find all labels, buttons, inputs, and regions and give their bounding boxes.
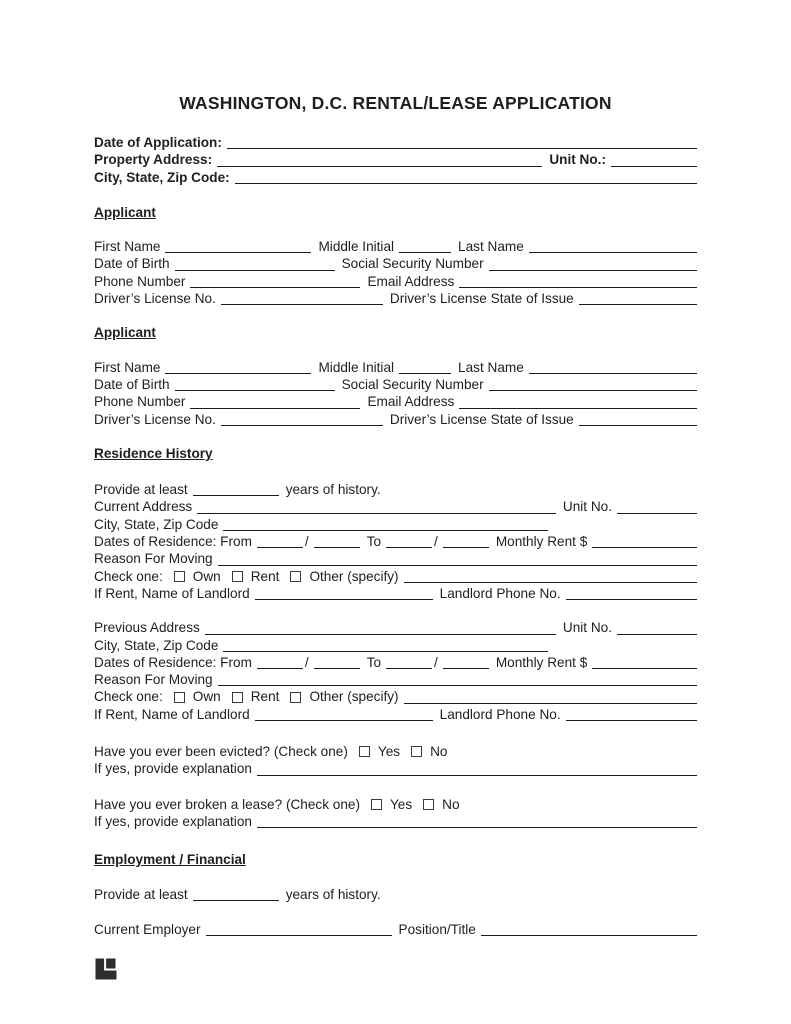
- city-state-zip-label: City, State, Zip Code: [94, 637, 219, 653]
- applicant-2-phone-field[interactable]: [190, 397, 360, 409]
- landlord-phone-label: Landlord Phone No.: [439, 706, 561, 722]
- current-address-field[interactable]: [197, 502, 556, 514]
- broken-lease-question-label: Have you ever broken a lease? (Check one): [94, 796, 360, 812]
- property-address-field[interactable]: [217, 155, 542, 167]
- previous-address-row: [94, 619, 697, 636]
- if-yes-explanation-label: If yes, provide explanation: [94, 761, 252, 777]
- current-address-row: [94, 498, 697, 515]
- previous-from-year-field[interactable]: [314, 657, 360, 669]
- broken-lease-explanation-row: [94, 813, 697, 830]
- evicted-explanation-row: [94, 760, 697, 777]
- previous-landlord-phone-field[interactable]: [566, 709, 697, 721]
- reason-for-moving-label: Reason For Moving: [94, 551, 213, 567]
- property-address-label: Property Address:: [94, 152, 213, 168]
- property-address-row: [94, 151, 697, 168]
- previous-check-one-row: [94, 688, 697, 705]
- current-check-one-row: [94, 568, 697, 585]
- previous-from-month-field[interactable]: [257, 657, 303, 669]
- previous-reason-row: [94, 671, 697, 688]
- evicted-yes-checkbox[interactable]: [359, 746, 370, 757]
- yes-label: Yes: [389, 796, 413, 812]
- first-name-label: First Name: [94, 359, 161, 375]
- position-title-label: Position/Title: [398, 921, 476, 937]
- residence-years-row: [94, 481, 697, 498]
- no-label: No: [442, 796, 460, 812]
- years-of-history-label: years of history.: [285, 886, 381, 902]
- applicant-2-last-name-field[interactable]: [529, 362, 697, 374]
- applicant-1-heading: Applicant: [94, 204, 156, 220]
- current-city-row: [94, 516, 697, 533]
- email-address-label: Email Address: [367, 273, 455, 289]
- years-of-history-label: years of history.: [285, 482, 381, 498]
- evicted-question-row: [94, 743, 697, 760]
- applicant-1-ssn-field[interactable]: [489, 259, 697, 271]
- previous-monthly-rent-field[interactable]: [592, 657, 697, 669]
- last-name-label: Last Name: [458, 359, 524, 375]
- broken-lease-question-row: [94, 796, 697, 813]
- dates-of-residence-label: Dates of Residence: From: [94, 654, 252, 670]
- applicant-2-middle-initial-field[interactable]: [399, 362, 451, 374]
- legal-templates-logo: [94, 957, 118, 981]
- if-rent-landlord-label: If Rent, Name of Landlord: [94, 706, 250, 722]
- applicant-2-email-field[interactable]: [459, 397, 697, 409]
- previous-to-year-field[interactable]: [443, 657, 489, 669]
- residence-history-heading: Residence History: [94, 445, 213, 461]
- applicant-1-email-field[interactable]: [459, 276, 697, 288]
- landlord-phone-label: Landlord Phone No.: [439, 585, 561, 601]
- reason-for-moving-label: Reason For Moving: [94, 672, 213, 688]
- drivers-license-state-label: Driver’s License State of Issue: [389, 411, 574, 427]
- no-label: No: [430, 744, 448, 760]
- evicted-no-checkbox[interactable]: [411, 746, 422, 757]
- previous-address-label: Previous Address: [94, 620, 200, 636]
- current-landlord-row: [94, 585, 697, 602]
- current-monthly-rent-field[interactable]: [592, 536, 697, 548]
- current-from-month-field[interactable]: [257, 536, 303, 548]
- current-dates-row: [94, 533, 697, 550]
- current-landlord-name-field[interactable]: [255, 588, 433, 600]
- applicant-1-last-name-field[interactable]: [529, 241, 697, 253]
- other-specify-label: Other (specify): [309, 689, 399, 705]
- city-state-zip-label: City, State, Zip Code:: [94, 169, 230, 185]
- applicant-2-dob-field[interactable]: [175, 379, 335, 391]
- applicant-1-dl-no-field[interactable]: [221, 293, 383, 305]
- broken-lease-yes-checkbox[interactable]: [371, 799, 382, 810]
- current-other-specify-field[interactable]: [404, 571, 697, 583]
- applicant-2-name-row: [94, 359, 697, 376]
- rent-label: Rent: [250, 689, 280, 705]
- applicant-1-license-row: [94, 290, 697, 307]
- provide-at-least-label: Provide at least: [94, 482, 188, 498]
- date-of-birth-label: Date of Birth: [94, 256, 170, 272]
- previous-landlord-name-field[interactable]: [255, 709, 433, 721]
- current-to-month-field[interactable]: [386, 536, 432, 548]
- first-name-label: First Name: [94, 239, 161, 255]
- date-of-application-field[interactable]: [227, 137, 697, 149]
- current-own-checkbox[interactable]: [174, 571, 185, 582]
- slash-separator: /: [304, 534, 309, 550]
- residence-years-field[interactable]: [193, 484, 279, 496]
- logo-icon: [94, 957, 118, 981]
- slash-separator: /: [304, 654, 309, 670]
- current-employer-row: [94, 921, 697, 938]
- current-landlord-phone-field[interactable]: [566, 588, 697, 600]
- own-label: Own: [192, 689, 221, 705]
- applicant-1-name-row: [94, 238, 697, 255]
- current-from-year-field[interactable]: [314, 536, 360, 548]
- previous-to-month-field[interactable]: [386, 657, 432, 669]
- applicant-1-middle-initial-field[interactable]: [399, 241, 451, 253]
- previous-city-row: [94, 637, 697, 654]
- date-of-application-label: Date of Application:: [94, 135, 222, 150]
- applicant-2-dl-no-field[interactable]: [221, 414, 383, 426]
- unit-no-field[interactable]: [611, 155, 697, 167]
- previous-landlord-row: [94, 706, 697, 723]
- phone-number-label: Phone Number: [94, 273, 186, 289]
- page-title: WASHINGTON, D.C. RENTAL/LEASE APPLICATION: [179, 93, 612, 113]
- monthly-rent-label: Monthly Rent $: [495, 534, 588, 550]
- previous-city-field[interactable]: [223, 640, 548, 652]
- city-state-zip-row: [94, 169, 697, 186]
- applicant-2-dob-row: [94, 376, 697, 393]
- provide-at-least-label: Provide at least: [94, 886, 188, 902]
- broken-lease-no-checkbox[interactable]: [423, 799, 434, 810]
- rent-label: Rent: [250, 568, 280, 584]
- to-label: To: [366, 534, 382, 550]
- yes-label: Yes: [377, 744, 401, 760]
- previous-reason-field[interactable]: [218, 674, 697, 686]
- ssn-label: Social Security Number: [341, 256, 484, 272]
- applicant-2-dl-state-field[interactable]: [579, 414, 697, 426]
- city-state-zip-label: City, State, Zip Code: [94, 516, 219, 532]
- date-of-application-row: [94, 134, 697, 151]
- other-specify-label: Other (specify): [309, 568, 399, 584]
- slash-separator: /: [434, 654, 438, 670]
- applicant-1-dl-state-field[interactable]: [579, 293, 697, 305]
- check-one-label: Check one:: [94, 689, 163, 705]
- date-of-birth-label: Date of Birth: [94, 376, 170, 392]
- applicant-2-first-name-field[interactable]: [165, 362, 311, 374]
- current-to-year-field[interactable]: [443, 536, 489, 548]
- applicant-1-dob-field[interactable]: [175, 259, 335, 271]
- position-title-field[interactable]: [481, 924, 697, 936]
- applicant-2-license-row: [94, 411, 697, 428]
- dates-of-residence-label: Dates of Residence: From: [94, 534, 252, 550]
- own-label: Own: [192, 568, 221, 584]
- monthly-rent-label: Monthly Rent $: [495, 654, 588, 670]
- unit-no-label: Unit No.:: [549, 152, 606, 168]
- slash-separator: /: [434, 534, 438, 550]
- previous-other-checkbox[interactable]: [290, 692, 301, 703]
- middle-initial-label: Middle Initial: [318, 239, 395, 255]
- drivers-license-state-label: Driver’s License State of Issue: [389, 291, 574, 307]
- applicant-1-phone-row: [94, 273, 697, 290]
- drivers-license-no-label: Driver’s License No.: [94, 411, 216, 427]
- employment-years-field[interactable]: [193, 889, 279, 901]
- applicant-1-first-name-field[interactable]: [165, 241, 311, 253]
- drivers-license-no-label: Driver’s License No.: [94, 291, 216, 307]
- current-employer-label: Current Employer: [94, 921, 201, 937]
- applicant-1-dob-row: [94, 255, 697, 272]
- current-city-field[interactable]: [223, 519, 548, 531]
- check-one-label: Check one:: [94, 568, 163, 584]
- applicant-2-heading: Applicant: [94, 325, 156, 341]
- employment-financial-heading: Employment / Financial: [94, 852, 246, 868]
- current-employer-field[interactable]: [206, 924, 392, 936]
- broken-lease-explanation-field[interactable]: [257, 816, 697, 828]
- previous-rent-checkbox[interactable]: [232, 692, 243, 703]
- middle-initial-label: Middle Initial: [318, 359, 395, 375]
- previous-dates-row: [94, 654, 697, 671]
- email-address-label: Email Address: [367, 394, 455, 410]
- previous-own-checkbox[interactable]: [174, 692, 185, 703]
- previous-other-specify-field[interactable]: [404, 692, 697, 704]
- employment-years-row: [94, 886, 697, 903]
- city-state-zip-field[interactable]: [235, 172, 697, 184]
- previous-address-field[interactable]: [205, 623, 556, 635]
- unit-no-label: Unit No.: [562, 620, 612, 636]
- previous-unit-no-field[interactable]: [617, 623, 697, 635]
- unit-no-label: Unit No.: [562, 499, 612, 515]
- if-yes-explanation-label: If yes, provide explanation: [94, 813, 252, 829]
- if-rent-landlord-label: If Rent, Name of Landlord: [94, 585, 250, 601]
- evicted-question-label: Have you ever been evicted? (Check one): [94, 744, 348, 760]
- current-unit-no-field[interactable]: [617, 502, 697, 514]
- ssn-label: Social Security Number: [341, 376, 484, 392]
- phone-number-label: Phone Number: [94, 394, 186, 410]
- current-rent-checkbox[interactable]: [232, 571, 243, 582]
- last-name-label: Last Name: [458, 239, 524, 255]
- current-reason-field[interactable]: [218, 554, 697, 566]
- applicant-1-phone-field[interactable]: [190, 276, 360, 288]
- applicant-2-ssn-field[interactable]: [489, 379, 697, 391]
- to-label: To: [366, 654, 382, 670]
- evicted-explanation-field[interactable]: [257, 764, 697, 776]
- current-other-checkbox[interactable]: [290, 571, 301, 582]
- current-reason-row: [94, 550, 697, 567]
- current-address-label: Current Address: [94, 499, 193, 515]
- applicant-2-phone-row: [94, 393, 697, 410]
